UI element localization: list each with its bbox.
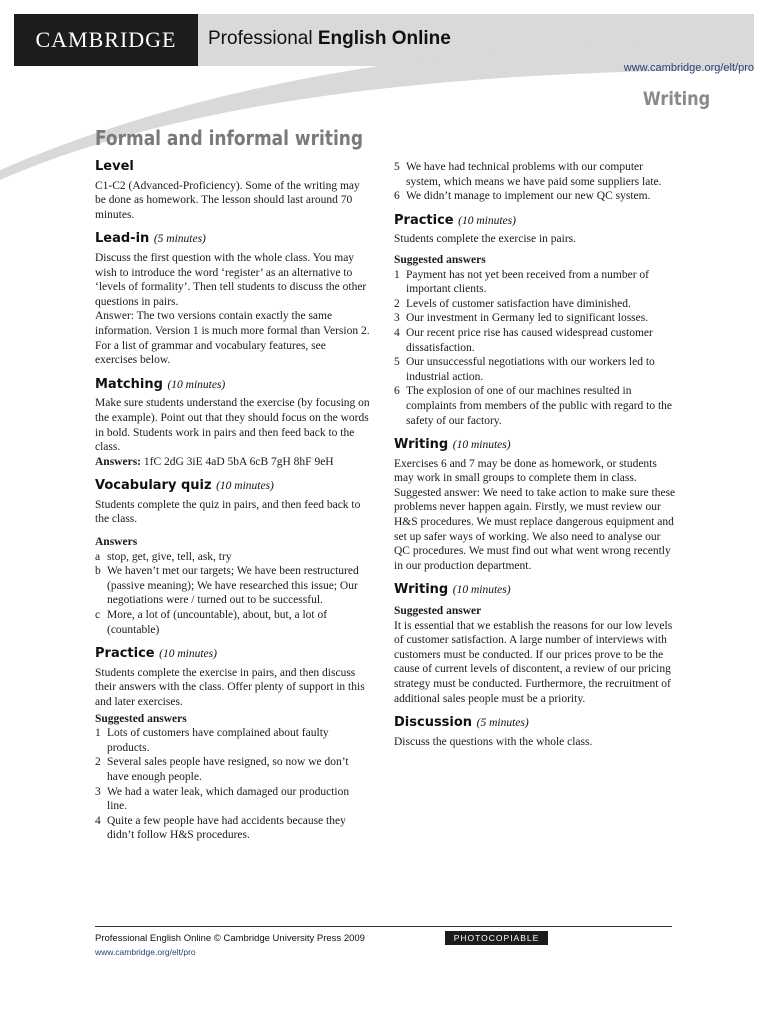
list-item: a stop, get, give, tell, ask, try: [95, 550, 232, 563]
writing2-heading: Writing (10 minutes): [394, 582, 511, 598]
header-url-link[interactable]: www.cambridge.org/elt/pro: [623, 62, 754, 74]
footer-url-link[interactable]: www.cambridge.org/elt/pro: [95, 947, 196, 957]
writing1-heading: Writing (10 minutes): [394, 437, 511, 453]
writing1-answer: Suggested answer: We need to take action to make sure these problems never happen again. Firstly, we must review our H&S procedures. We must replace dangerous equipment and set up safer ways of working. We also need to analyse our QC procedures. We must find out what went wrong recently in our production department.: [394, 486, 676, 572]
list-item: 3 Our investment in Germany led to significant losses.: [394, 312, 649, 325]
writing2-answers-label: Suggested answer: [394, 605, 482, 618]
matching-heading: Matching (10 minutes): [95, 376, 226, 392]
footer-copyright: Professional English Online © Cambridge University Press 2009: [95, 933, 365, 944]
list-item: 1 Lots of customers have complained about faulty products.: [95, 727, 329, 754]
list-item: 3 We had a water leak, which damaged our production line.: [95, 785, 350, 813]
list-item: 2 Several sales people have resigned, so now we don’t have enough people.: [95, 756, 349, 783]
writing1-text: Exercises 6 and 7 may be done as homework, or students may work in small groups to complete them in class.: [394, 457, 657, 485]
practice2-answers-list: [394, 268, 678, 429]
list-item: 4 Our recent price rise has caused widespread customer dissatisfaction.: [394, 326, 653, 354]
practice2-section: [394, 214, 678, 428]
left-column: [95, 160, 370, 853]
vocab-heading: Vocabulary quiz (10 minutes): [95, 478, 274, 494]
vocab-answers-list: [95, 550, 370, 638]
list-item: c More, a lot of (uncountable), about, but, a lot of (countable): [95, 609, 328, 636]
page-title: Formal and informal writing: [95, 126, 364, 150]
list-item: 1 Payment has not yet been received from a number of important clients.: [394, 268, 650, 296]
list-item: 6 The explosion of one of our machines resulted in complaints from members of the public with regard to the safety of our factory.: [394, 385, 673, 427]
writing2-text: It is essential that we establish the reasons for our low levels of customer satisfaction. A large number of interviews with customers must be conducted. If our prices prove to be the cause of current levels of discontent, a review of our pricing strategy must be conducted. Furthermore, the recruitment of additional sales people must be a priority.: [394, 619, 673, 705]
practice-answers-label: Suggested answers: [95, 712, 187, 725]
list-item: 5 Our unsuccessful negotiations with our workers led to industrial action.: [394, 356, 655, 383]
practice-answers-list: [95, 726, 370, 843]
practice2-answers-label: Suggested answers: [394, 253, 486, 266]
product-light: Professional: [208, 28, 313, 49]
vocab-text: Students complete the quiz in pairs, and then feed back to the class.: [95, 498, 361, 526]
practice2-text: Students complete the exercise in pairs.: [394, 233, 577, 246]
vocab-section: [95, 479, 370, 637]
footer-divider: [95, 926, 672, 927]
level-section: [95, 160, 370, 222]
list-item: 6 We didn’t manage to implement our new QC system.: [394, 190, 651, 203]
cambridge-logo: CAMBRIDGE: [14, 14, 198, 66]
writing2-section: [394, 583, 678, 706]
product-bold: English Online: [317, 28, 451, 49]
discussion-section: [394, 716, 678, 749]
leadin-answer: Answer: The two versions contain exactly the same information. Version 1 is much more formal than Version 2. For a list of grammar and vocabulary features, see exercises below.: [95, 310, 370, 367]
list-item: b We haven’t met our targets; We have been restructured (passive meaning); We have researched this issue; Our negotiations were / turned out to be successful.: [95, 565, 359, 607]
vocab-answers-label: Answers: [95, 536, 138, 549]
leadin-heading: Lead-in (5 minutes): [95, 231, 206, 247]
matching-section: [95, 378, 370, 470]
writing1-section: [394, 438, 678, 573]
practice-heading: Practice (10 minutes): [95, 646, 217, 662]
level-text: C1-C2 (Advanced-Proficiency). Some of the writing may be done as homework. The lesson should last around 70 minutes.: [95, 179, 360, 221]
practice-section: [95, 647, 370, 843]
discussion-text: Discuss the questions with the whole class.: [394, 735, 593, 748]
matching-text: Make sure students understand the exercise (by focusing on the example). Point out that they should focus on the words in bold. Students work in pairs and then feed back to the class.: [95, 397, 370, 454]
section-title: Writing: [642, 88, 710, 110]
matching-answers: Answers: 1fC 2dG 3iE 4aD 5bA 6cB 7gH 8hF 9eH: [95, 455, 334, 468]
leadin-text: Discuss the first question with the whole class. You may wish to introduce the word ‘register’ as an alternative to ‘levels of formality’. Then tell students to discuss the other questions in pairs.: [95, 251, 367, 308]
leadin-section: [95, 232, 370, 367]
product-name: [208, 28, 451, 50]
list-item: 2 Levels of customer satisfaction have diminished.: [394, 297, 631, 310]
practice2-heading: Practice (10 minutes): [394, 212, 516, 228]
right-column: [394, 160, 678, 759]
list-item: 5 We have had technical problems with our computer system, which means we have paid some suppliers late.: [394, 161, 662, 188]
level-heading: Level: [95, 159, 134, 174]
list-item: 4 Quite a few people have had accidents because they didn’t follow H&S procedures.: [95, 814, 346, 842]
practice-continued-list: [394, 160, 678, 204]
practice-text: Students complete the exercise in pairs, and then discuss their answers with the class. Offer plenty of support in this and later exercises.: [95, 666, 365, 708]
photocopiable-badge: PHOTOCOPIABLE: [445, 931, 548, 945]
discussion-heading: Discussion (5 minutes): [394, 715, 529, 731]
